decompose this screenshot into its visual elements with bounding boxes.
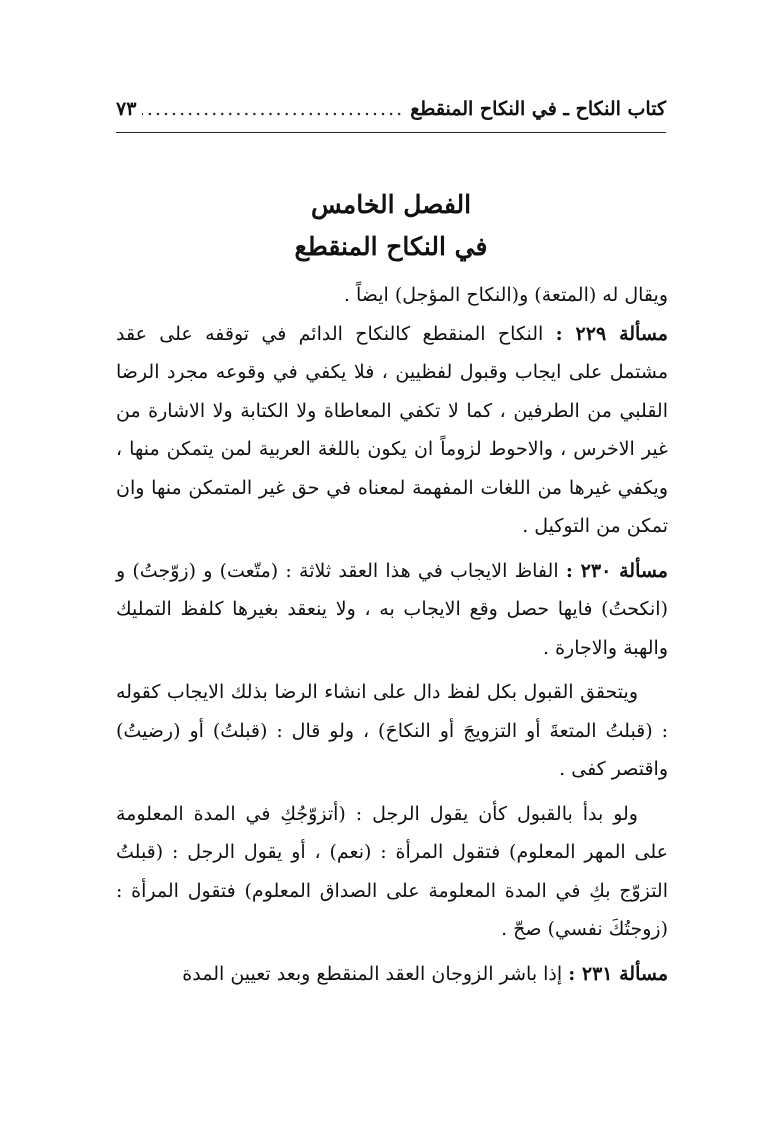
body-text [116, 276, 668, 993]
paragraph-masala-230 [116, 552, 668, 668]
chapter-title: الفصل الخامس [310, 190, 472, 219]
running-head [116, 98, 666, 133]
paragraph-text: إذا باشر الزوجان العقد المنقطع وبعد تعيين المدة [182, 962, 563, 985]
paragraph-bada-bil-qabul [116, 795, 668, 949]
running-head-title: كتاب النكاح ـ في النكاح المنقطع [410, 98, 666, 120]
paragraph-masala-231 [116, 955, 668, 994]
leader-dots [142, 98, 404, 120]
paragraph-text: الفاظ الايجاب في هذا العقد ثلاثة : (متّعت) و (زوّجتُ) و (انكحتُ) فايها حصل وقع الايجاب به ، ولا ينعقد بغيرها كلفظ التمليك والهبة والاجارة . [116, 559, 668, 659]
masala-label: مسألة ٢٣٠ : [565, 559, 668, 582]
paragraph-qabul [116, 673, 668, 789]
paragraph-masala-229 [116, 315, 668, 546]
paragraph-intro [116, 276, 668, 315]
page-number: ٧٣ [116, 98, 137, 120]
masala-label: مسألة ٢٢٩ : [555, 322, 668, 345]
paragraph-text: ولو بدأ بالقبول كأن يقول الرجل : (أتزوّجُكِ في المدة المعلومة على المهر المعلوم) فتقول المرأة : (نعم) ، أو يقول الرجل : (قبلتُ التزوّج بكِ في المدة المعلومة على الصداق المعلوم) فتقول المرأة : (زوجتُكَ نفسي) صحّ . [116, 802, 668, 940]
paragraph-text: النكاح المنقطع كالنكاح الدائم في توقفه على عقد مشتمل على ايجاب وقبول لفظيين ، فلا يكفي في وقوعه مجرد الرضا القلبي من الطرفين ، كما لا تكفي المعاطاة ولا الكتابة ولا الاشارة من غير الاخرس ، والاحوط لزوماً ان يكون باللغة العربية لمن يتمكن منها ، ويكفي غيرها من اللغات المفهمة لمعناه في حق غير المتمكن منها وان تمكن من التوكيل . [116, 322, 668, 537]
paragraph-text: ويقال له (المتعة) و(النكاح المؤجل) ايضاً . [343, 284, 668, 306]
paragraph-text: ويتحقق القبول بكل لفظ دال على انشاء الرضا بذلك الايجاب كقوله : (قبلتُ المتعةَ أو التزويجَ أو النكاحَ) ، ولو قال : (قبلتُ) أو (رضيتُ) واقتصر كفى . [116, 681, 668, 780]
masala-label: مسألة ٢٣١ : [568, 962, 668, 985]
chapter-subtitle: في النكاح المنقطع [294, 232, 488, 261]
